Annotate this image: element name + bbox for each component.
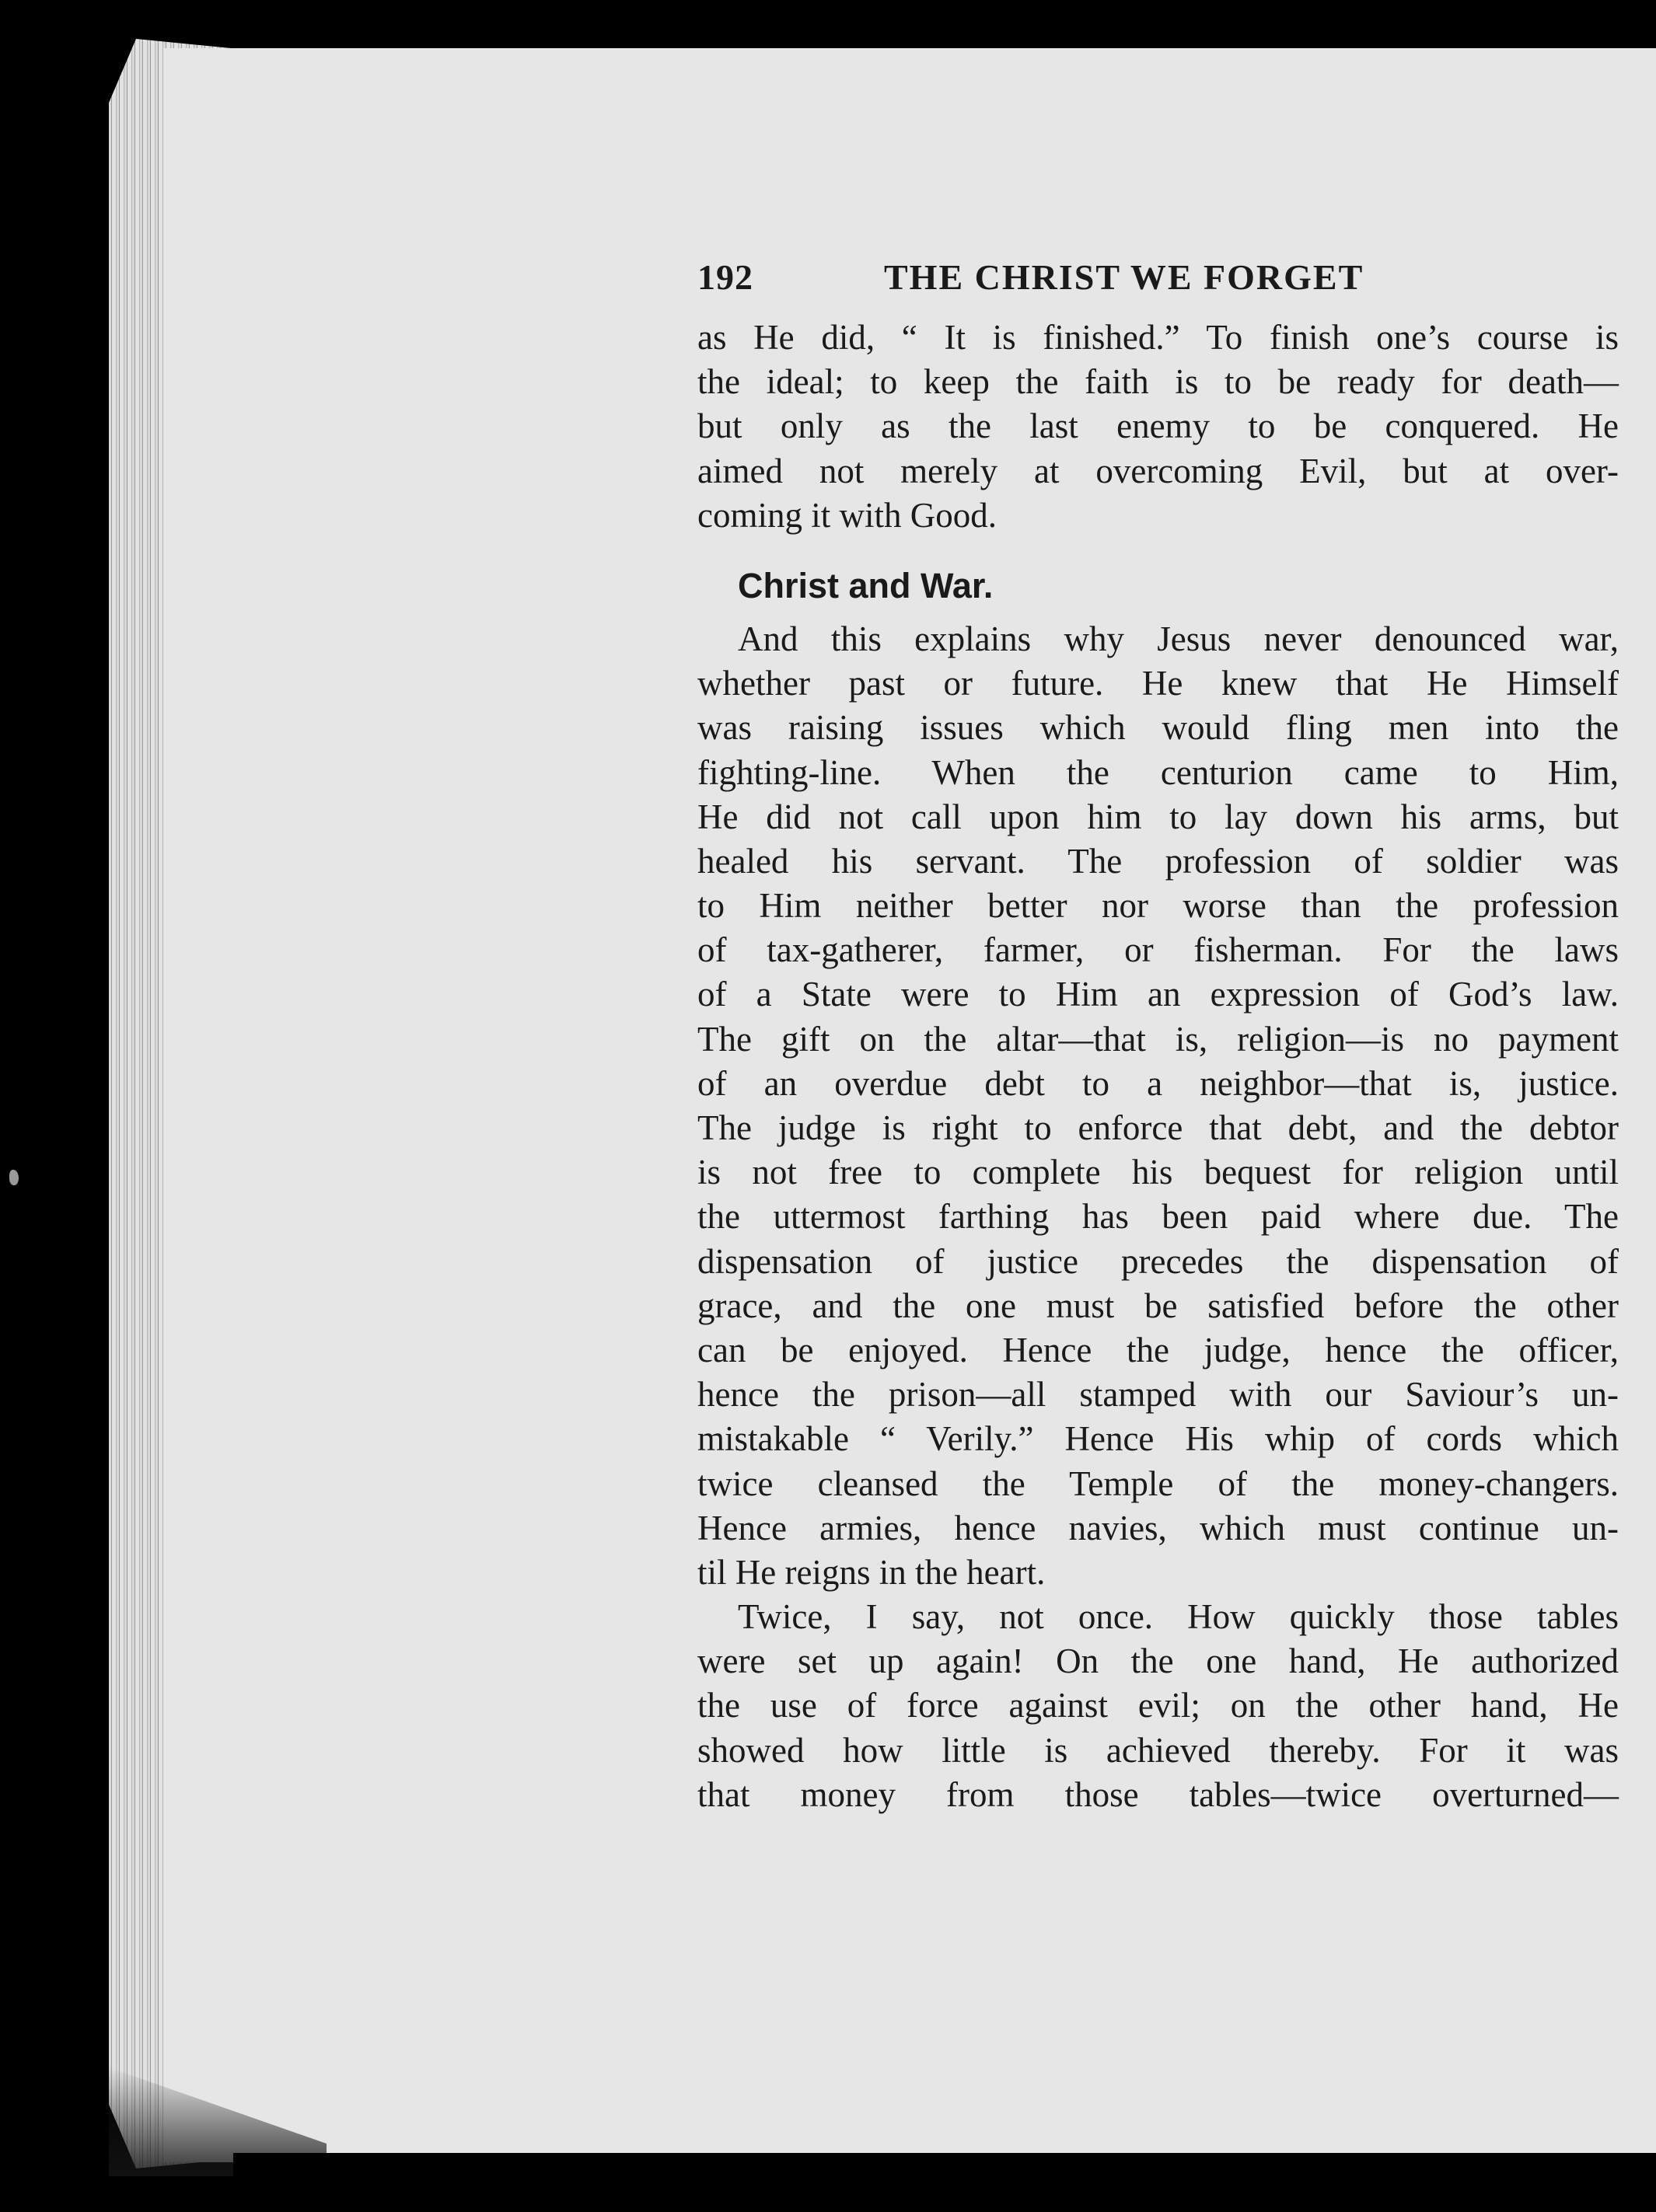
text-line: was raising issues which would fling men into the (697, 708, 1619, 748)
text-line: the use of force against evil; on the other hand, He (697, 1686, 1619, 1725)
text-line: dispensation of justice precedes the dispensation of (697, 1241, 1619, 1281)
text-line: The judge is right to enforce that debt, and the debtor (697, 1108, 1619, 1147)
text-line: grace, and the one must be satisfied before the other (697, 1286, 1619, 1325)
text-line: mistakable “ Verily.” Hence His whip of cords which (697, 1419, 1619, 1459)
text-line: that money from those tables—twice overturned— (697, 1774, 1619, 1814)
text-line: showed how little is achieved thereby. For it was (697, 1730, 1619, 1770)
text-line: as He did, “ It is finished.” To finish one’s course is (697, 318, 1619, 357)
text-line: til He reigns in the heart. (697, 1552, 1046, 1592)
running-head (697, 256, 1619, 305)
text-line: The gift on the altar—that is, religion—is no payment (697, 1019, 1619, 1059)
text-line: is not free to complete his bequest for religion until (697, 1153, 1619, 1192)
text-line: can be enjoyed. Hence the judge, hence the officer, (697, 1330, 1619, 1369)
text-line: hence the prison—all stamped with our Saviour’s un- (697, 1375, 1619, 1415)
text-line: of tax-gatherer, farmer, or fisherman. For the laws (697, 930, 1619, 970)
text-line: the ideal; to keep the faith is to be ready for death— (697, 362, 1619, 402)
text-line: He did not call upon him to lay down his arms, but (697, 797, 1619, 836)
text-block (697, 256, 1619, 1817)
text-line: aimed not merely at overcoming Evil, but at over- (697, 451, 1619, 490)
text-line: twice cleansed the Temple of the money-changers. (697, 1464, 1619, 1503)
text-line: coming it with Good. (697, 495, 997, 535)
text-line: Hence armies, hence navies, which must continue un- (697, 1508, 1619, 1547)
running-title: THE CHRIST WE FORGET (884, 257, 1364, 297)
paragraph-2 (697, 617, 1619, 1595)
bottom-dark-band (233, 2153, 1656, 2212)
text-line: Twice, I say, not once. How quickly those tables (738, 1597, 1619, 1637)
text-line: fighting-line. When the centurion came to Him, (697, 752, 1619, 792)
text-line: but only as the last enemy to be conquered. He (697, 406, 1619, 446)
text-line: whether past or future. He knew that He Himself (697, 664, 1619, 703)
text-line: to Him neither better nor worse than the profession (697, 886, 1619, 926)
paragraph-3 (697, 1595, 1619, 1817)
page-number: 192 (697, 257, 753, 297)
text-line: the uttermost farthing has been paid where due. The (697, 1197, 1619, 1237)
text-line: of an overdue debt to a neighbor—that is, justice. (697, 1063, 1619, 1103)
stray-mark (9, 1170, 19, 1185)
text-line: of a State were to Him an expression of God’s law. (697, 975, 1619, 1014)
text-line: were set up again! On the one hand, He authorized (697, 1642, 1619, 1681)
text-line: healed his servant. The profession of soldier was (697, 841, 1619, 881)
section-heading: Christ and War. (738, 565, 994, 605)
text-line: And this explains why Jesus never denounced war, (738, 619, 1619, 658)
paragraph-1 (697, 316, 1619, 538)
